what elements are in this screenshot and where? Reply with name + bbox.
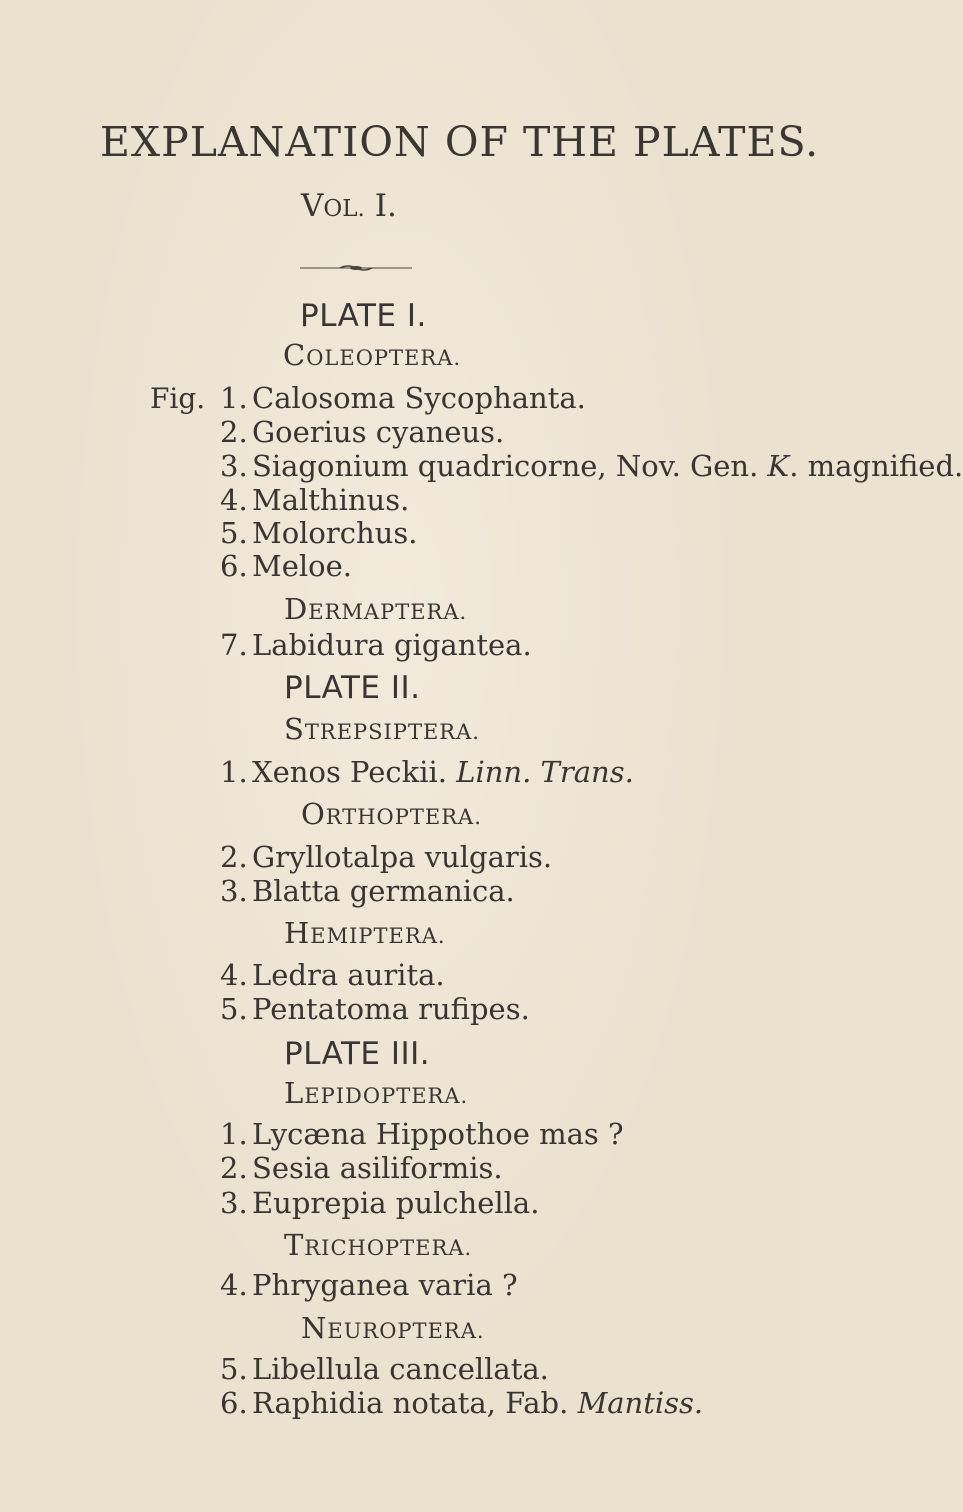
entry-number: 1. [220, 1117, 248, 1151]
order-initial: N [301, 1311, 328, 1345]
fig-label: Fig. [150, 382, 206, 415]
plate-title: PLATE II. [284, 670, 421, 706]
order-initial: T [284, 1228, 305, 1262]
order-rest: EPIDOPTERA. [304, 1084, 469, 1108]
entry-text: Calosoma Sycophanta. [252, 381, 586, 415]
entry-text: Gryllotalpa vulgaris. [252, 840, 553, 874]
order-initial: L [284, 1076, 305, 1110]
order-heading [301, 1311, 485, 1345]
entry-number: 7. [220, 628, 248, 662]
order-rest: TREPSIPTERA. [304, 720, 480, 744]
entry-text: Goerius cyaneus. [252, 415, 505, 449]
entry-number: 5. [220, 1352, 248, 1386]
entry-number: 3. [220, 1186, 248, 1220]
order-heading [284, 592, 467, 626]
order-initial: D [284, 592, 309, 626]
volume-number: I. [364, 188, 397, 224]
entry-number: 2. [220, 1151, 248, 1185]
entry-number: 1. [220, 381, 248, 415]
entry-number: 3. [220, 874, 248, 908]
entry-text: Labidura gigantea. [252, 628, 532, 662]
order-rest: RICHOPTERA. [304, 1236, 473, 1260]
plate-title: PLATE I. [300, 298, 427, 334]
entry-number: 4. [220, 483, 248, 517]
entry-italic: Linn. Trans. [456, 755, 634, 789]
order-initial: O [301, 797, 326, 831]
entry-number: 1. [220, 755, 248, 789]
entry-tail: . magnified. [789, 449, 963, 483]
entry-number: 3. [220, 449, 248, 483]
ornament-divider [300, 264, 412, 272]
entry-main: Xenos Peckii. [252, 755, 457, 789]
order-initial: C [283, 338, 307, 372]
entry-text: Sesia asiliformis. [252, 1151, 503, 1185]
entry-number: 6. [220, 549, 248, 583]
entry-text: Pentatoma rufipes. [252, 992, 530, 1026]
entry-text [252, 1386, 703, 1420]
order-initial: S [284, 712, 305, 746]
page-heading: EXPLANATION OF THE PLATES. [100, 118, 820, 166]
order-heading [301, 797, 482, 831]
entry-text: Blatta germanica. [252, 874, 515, 908]
order-rest: EMIPTERA. [310, 924, 446, 948]
entry-number: 5. [220, 992, 248, 1026]
entry-number: 5. [220, 516, 248, 550]
entry-number: 4. [220, 1268, 248, 1302]
volume-rest: OL. [323, 196, 365, 222]
order-heading [284, 712, 480, 746]
entry-number: 2. [220, 415, 248, 449]
order-initial: H [284, 916, 311, 950]
order-heading [283, 338, 461, 372]
volume-label [301, 188, 397, 224]
entry-number: 2. [220, 840, 248, 874]
entry-text: Meloe. [252, 549, 352, 583]
entry-number: 6. [220, 1386, 248, 1420]
order-heading [284, 916, 446, 950]
order-rest: RTHOPTERA. [325, 805, 482, 829]
entry-text [252, 449, 963, 483]
entry-text: Libellula cancellata. [252, 1352, 549, 1386]
entry-text: Phryganea varia ? [252, 1268, 518, 1302]
entry-text: Lycæna Hippothoe mas ? [252, 1117, 624, 1151]
entry-text: Malthinus. [252, 483, 410, 517]
entry-italic: Mantiss. [577, 1386, 704, 1420]
order-rest: ERMAPTERA. [308, 600, 468, 624]
plate-title: PLATE III. [284, 1036, 431, 1072]
entry-text: Molorchus. [252, 516, 418, 550]
volume-first: V [301, 188, 324, 224]
entry-main: Siagonium quadricorne, Nov. Gen. [252, 449, 768, 483]
entry-number: 4. [220, 958, 248, 992]
order-heading [284, 1076, 468, 1110]
order-heading [284, 1228, 472, 1262]
order-rest: OLEOPTERA. [306, 346, 462, 370]
order-rest: EUROPTERA. [327, 1319, 485, 1343]
entry-main: Raphidia notata, Fab. [252, 1386, 578, 1420]
entry-text: Ledra aurita. [252, 958, 445, 992]
entry-italic: K [767, 449, 790, 483]
entry-text: Euprepia pulchella. [252, 1186, 540, 1220]
entry-text [252, 755, 634, 789]
